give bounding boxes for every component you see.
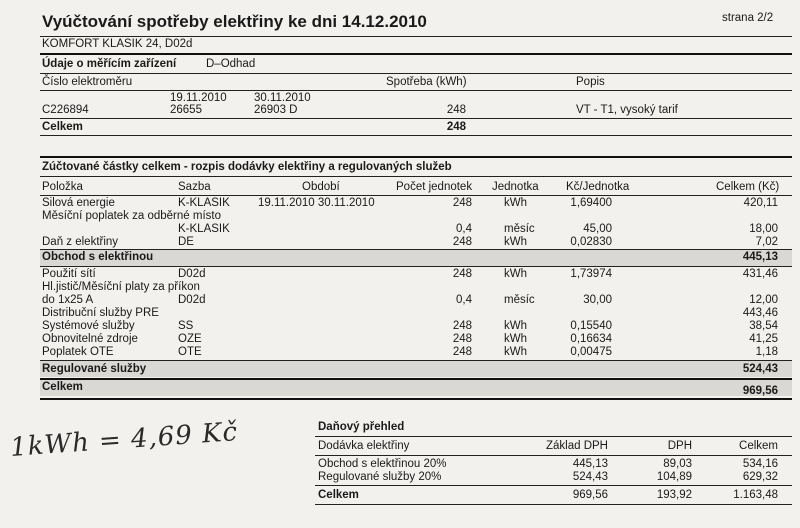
charge-row-total: 7,02	[755, 236, 778, 248]
charge-row-total: 1,18	[755, 346, 778, 358]
row-shade	[40, 380, 792, 396]
charge-row-total: 18,00	[749, 223, 778, 235]
charge-row-price: 0,02830	[570, 236, 612, 248]
charge-row-price: 1,69400	[570, 197, 612, 209]
charges-col-period: Období	[302, 181, 340, 193]
divider	[40, 398, 792, 400]
charge-row-qty: 248	[452, 197, 472, 209]
charge-row-rate: OZE	[178, 333, 202, 345]
divider	[40, 118, 792, 119]
charge-row-item: Poplatek OTE	[42, 346, 114, 358]
charge-row-total: 420,11	[743, 197, 778, 209]
charges-col-unit-price: Kč/Jednotka	[566, 181, 630, 193]
charge-row-rate: D02d	[178, 268, 206, 280]
tax-section-title: Daňový přehled	[318, 421, 405, 433]
meter-reading-to: 26903 D	[254, 104, 298, 116]
charge-row-qty: 0,4	[456, 223, 472, 235]
meter-col-number: Číslo elektroměru	[42, 76, 133, 88]
charge-row-unit: měsíc	[504, 223, 535, 235]
charge-row-rate: K-KLASIK	[178, 223, 230, 235]
charge-row-price: 1,73974	[570, 268, 612, 280]
tax-row-item: Regulované služby 20%	[318, 471, 442, 483]
page-title: Vyúčtování spotřeby elektřiny ke dni 14.12.2010	[42, 12, 427, 31]
tax-row-total: 534,16	[742, 458, 778, 470]
meter-date-from: 19.11.2010	[170, 92, 227, 104]
charge-row-qty: 248	[452, 236, 472, 248]
charge-row-price: 0,15540	[570, 320, 612, 332]
meter-consumption: 248	[446, 104, 466, 116]
charge-row-rate: DE	[178, 236, 194, 248]
tax-total-total: 1.163,48	[733, 489, 778, 501]
divider	[40, 266, 792, 267]
charge-row-total: 431,46	[742, 268, 778, 280]
meter-total-value: 248	[446, 121, 466, 133]
charge-row-price: 0,00475	[570, 346, 612, 358]
product-name: KOMFORT KLASIK 24, D02d	[42, 38, 193, 50]
divider	[40, 53, 792, 55]
divider	[40, 156, 792, 158]
tax-col-item: Dodávka elektřiny	[318, 440, 410, 452]
tax-row-total: 629,32	[742, 471, 778, 483]
meter-date-to: 30.11.2010	[254, 92, 311, 104]
charge-row-unit: měsíc	[504, 294, 535, 306]
tax-col-total: Celkem	[739, 440, 778, 452]
charges-col-unit: Jednotka	[492, 181, 539, 193]
charge-row-rate: K-KLASIK	[178, 197, 230, 209]
charge-row-item: Daň z elektřiny	[42, 236, 119, 248]
charge-row-item: Hl.jistič/Měsíční platy za příkon	[42, 281, 200, 293]
charge-row-item: do 1x25 A	[42, 294, 94, 306]
divider	[40, 195, 792, 196]
supply-subtotal-value: 445,13	[742, 251, 778, 263]
tax-col-vat: DPH	[667, 440, 692, 452]
charge-row-item: Obnovitelné zdroje	[42, 333, 138, 345]
charges-col-rate: Sazba	[178, 181, 211, 193]
meter-col-consumption: Spotřeba (kWh)	[386, 76, 467, 88]
charge-row-item: Silová energie	[42, 197, 115, 209]
tax-row-base: 445,13	[572, 458, 608, 470]
divider	[40, 73, 792, 74]
tax-row-vat: 104,89	[656, 471, 692, 483]
divider	[40, 90, 792, 91]
charge-row-qty: 248	[452, 320, 472, 332]
meter-reading-type: D–Odhad	[206, 58, 256, 70]
charge-row-total: 443,46	[742, 307, 778, 319]
divider	[40, 176, 792, 177]
tax-row-base: 524,43	[572, 471, 608, 483]
regulated-subtotal-label: Regulované služby	[42, 363, 147, 375]
tax-col-base: Základ DPH	[546, 440, 608, 452]
charge-row-unit: kWh	[504, 346, 527, 358]
charges-total-label: Celkem	[42, 381, 83, 393]
charge-row-qty: 248	[452, 333, 472, 345]
charge-row-item: Distribuční služby PRE	[42, 307, 159, 319]
charges-col-item: Položka	[42, 181, 83, 193]
tax-row-vat: 89,03	[663, 458, 692, 470]
charge-row-price: 0,16634	[570, 333, 612, 345]
charge-row-qty: 248	[452, 346, 472, 358]
charge-row-unit: kWh	[504, 268, 527, 280]
charge-row-qty: 0,4	[456, 294, 472, 306]
charge-row-total: 41,25	[749, 333, 778, 345]
divider	[40, 36, 792, 37]
meter-serial: C226894	[42, 104, 89, 116]
charge-row-unit: kWh	[504, 320, 527, 332]
tax-row-item: Obchod s elektřinou 20%	[318, 458, 447, 470]
charge-row-rate: D02d	[178, 294, 206, 306]
charge-row-price: 45,00	[583, 223, 612, 235]
meter-section-title: Údaje o měřícím zařízení	[42, 58, 177, 70]
charge-row-unit: kWh	[504, 197, 527, 209]
tax-total-label: Celkem	[318, 489, 359, 501]
page-number: strana 2/2	[722, 12, 774, 24]
regulated-subtotal-value: 524,43	[742, 363, 778, 375]
divider	[315, 436, 792, 437]
tax-total-base: 969,56	[572, 489, 608, 501]
charge-row-qty: 248	[452, 268, 472, 280]
charge-row-total: 12,00	[749, 294, 778, 306]
charge-row-rate: SS	[178, 320, 194, 332]
charge-row-period: 19.11.2010 30.11.2010	[258, 197, 375, 209]
charges-total-value: 969,56	[742, 385, 778, 397]
handwritten-note: 1kWh = 4,69 Kč	[9, 417, 240, 463]
charge-row-price: 30,00	[583, 294, 612, 306]
divider	[315, 455, 792, 456]
meter-description: VT - T1, vysoký tarif	[576, 104, 678, 116]
tax-total-vat: 193,92	[656, 489, 692, 501]
charge-row-item: Systémové služby	[42, 320, 135, 332]
charge-row-item: Měsíční poplatek za odběrné místo	[42, 210, 221, 222]
charge-row-unit: kWh	[504, 333, 527, 345]
charges-col-qty: Počet jednotek	[396, 181, 473, 193]
divider	[40, 135, 792, 136]
meter-total-label: Celkem	[42, 121, 83, 133]
charge-row-total: 38,54	[749, 320, 778, 332]
charges-col-total: Celkem (Kč)	[716, 181, 780, 193]
supply-subtotal-label: Obchod s elektřinou	[42, 251, 154, 263]
divider	[315, 504, 792, 505]
charge-row-item: Použití sítí	[42, 268, 96, 280]
charge-row-unit: kWh	[504, 236, 527, 248]
meter-col-description: Popis	[576, 76, 605, 88]
meter-reading-from: 26655	[170, 104, 202, 116]
charge-row-rate: OTE	[178, 346, 202, 358]
divider	[315, 485, 792, 486]
row-shade	[40, 361, 792, 377]
charges-section-title: Zúčtované částky celkem - rozpis dodávky elektřiny a regulovaných služeb	[42, 161, 452, 173]
